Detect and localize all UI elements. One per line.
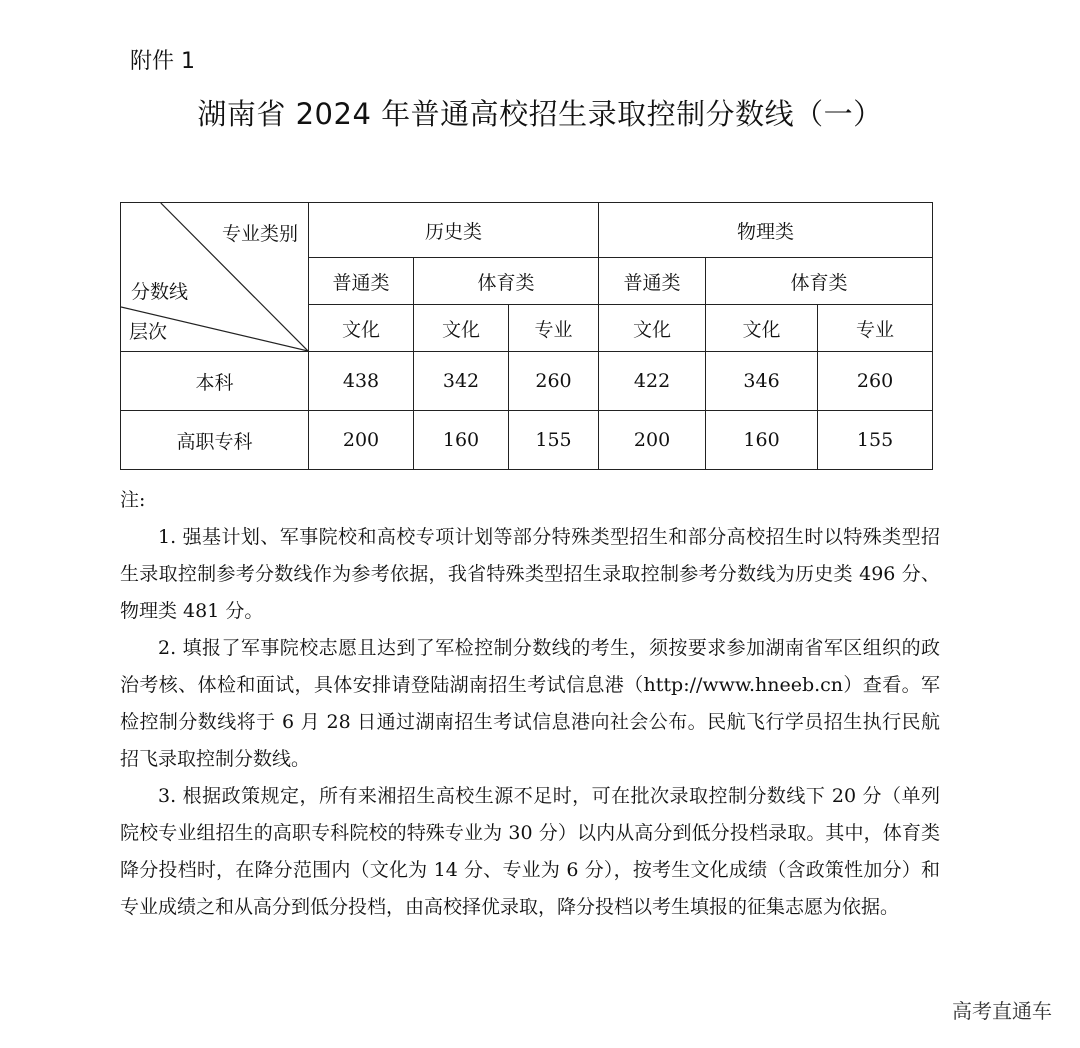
- source-watermark: 高考直通车: [952, 999, 1052, 1023]
- subgroup-history-general: 普通类: [309, 258, 414, 305]
- table-row: [121, 411, 933, 470]
- notes-heading: 注:: [120, 489, 146, 511]
- table-cell: 200: [599, 411, 706, 470]
- table-cell: 160: [414, 411, 509, 470]
- note-item: 3. 根据政策规定，所有来湘招生高校生源不足时，可在批次录取控制分数线下 20 分（单列院校专业组招生的高职专科院校的特殊专业为 30 分）以内从高分到低分投档录取。其中，体育类降分投档时，在降分范围内（文化为 14 分、专业为 6 分），按考生文化成绩（含政策性加分）和专业成绩之和从高分到低分投档，由高校择优录取，降分投档以考生填报的征集志愿为依据。: [120, 785, 940, 918]
- table-header-row-groups: [121, 203, 933, 258]
- column-header: 文化: [309, 305, 414, 352]
- column-header: 文化: [599, 305, 706, 352]
- notes-section: [120, 482, 940, 926]
- group-history: 历史类: [309, 203, 599, 258]
- subgroup-physics-general: 普通类: [599, 258, 706, 305]
- table-row: [121, 352, 933, 411]
- table-cell: 422: [599, 352, 706, 411]
- note-item: 2. 填报了军事院校志愿且达到了军检控制分数线的考生，须按要求参加湖南省军区组织的政治考核、体检和面试，具体安排请登陆湖南招生考试信息港（http://www.hneeb.cn）查看。军检控制分数线将于 6 月 28 日通过湖南招生考试信息港向社会公布。民航飞行学员招生执行民航招飞录取控制分数线。: [120, 637, 940, 770]
- header-level-label: 层次: [129, 321, 168, 343]
- column-header: 专业: [509, 305, 599, 352]
- table-cell: 200: [309, 411, 414, 470]
- table-cell: 260: [509, 352, 599, 411]
- table-cell: 342: [414, 352, 509, 411]
- table-cell: 155: [509, 411, 599, 470]
- header-score-line-label: 分数线: [131, 281, 189, 303]
- diagonal-header-cell: [121, 203, 309, 352]
- header-category-label: 专业类别: [221, 223, 298, 245]
- column-header: 文化: [706, 305, 818, 352]
- table-cell: 260: [818, 352, 933, 411]
- group-physics: 物理类: [599, 203, 933, 258]
- table-cell: 438: [309, 352, 414, 411]
- subgroup-history-sports: 体育类: [414, 258, 599, 305]
- attachment-label: 附件 1: [130, 49, 195, 74]
- table-cell: 346: [706, 352, 818, 411]
- table-cell: 155: [818, 411, 933, 470]
- document-title: 湖南省 2024 年普通高校招生录取控制分数线（一）: [197, 97, 883, 131]
- row-level-label: 高职专科: [121, 411, 309, 470]
- note-item: 1. 强基计划、军事院校和高校专项计划等部分特殊类型招生和部分高校招生时以特殊类型招生录取控制参考分数线作为参考依据，我省特殊类型招生录取控制参考分数线为历史类 496 分、物理类 481 分。: [120, 526, 940, 622]
- table-cell: 160: [706, 411, 818, 470]
- column-header: 文化: [414, 305, 509, 352]
- score-line-table: [120, 202, 933, 470]
- row-level-label: 本科: [121, 352, 309, 411]
- subgroup-physics-sports: 体育类: [706, 258, 933, 305]
- column-header: 专业: [818, 305, 933, 352]
